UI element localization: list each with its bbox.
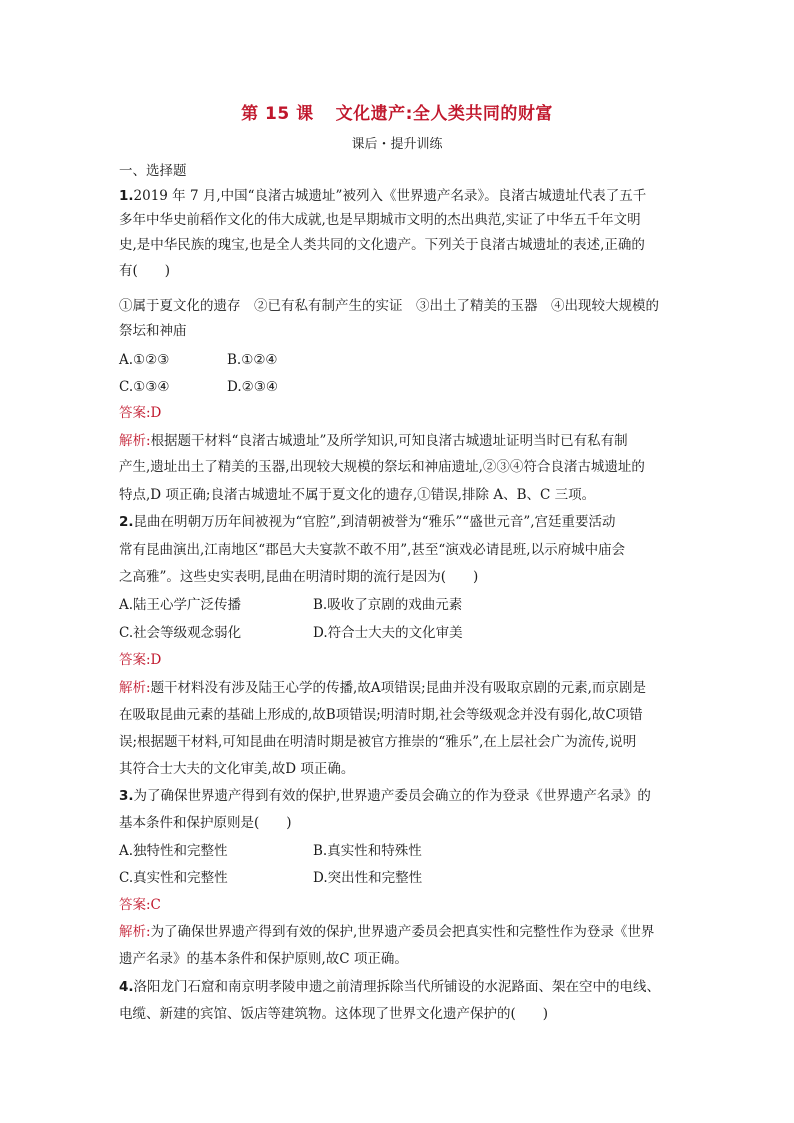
q2-analysis: 解析:题干材料没有涉及陆王心学的传播,故A项错误;昆曲并没有吸取京剧的元素,而京剧是	[119, 680, 646, 696]
q4-number: 4.	[119, 979, 134, 995]
option-d: D.②③④	[227, 379, 278, 395]
option-c: C.①③④	[119, 379, 170, 395]
option-b: B.吸收了京剧的戏曲元素	[313, 597, 463, 613]
q2-analysis: 其符合士大夫的文化审美,故D 项正确。	[119, 761, 355, 777]
q3-analysis: 解析:为了确保世界遗产得到有效的保护,世界遗产委员会把真实性和完整性作为登录《世界	[119, 924, 655, 940]
q3-line: 3.为了确保世界遗产得到有效的保护,世界遗产委员会确立的作为登录《世界遗产名录》的	[119, 788, 651, 804]
q1-options-row	[119, 351, 689, 369]
option-a: A.①②③	[119, 352, 170, 368]
q1-line: 史,是中华民族的瑰宝,也是全人类共同的文化遗产。下列关于良渚古城遗址的表述,正确的	[119, 237, 645, 253]
q2-line: 之高雅”。这些史实表明,昆曲在明清时期的流行是因为( )	[119, 569, 479, 585]
q2-number: 2.	[119, 514, 134, 530]
option-a: A.陆王心学广泛传播	[119, 597, 242, 613]
q2-options-row	[119, 596, 689, 614]
q1-answer: 答案:D	[119, 405, 162, 421]
option-b: B.①②④	[227, 352, 278, 368]
q1-line: 1.2019 年 7 月,中国“良渚古城遗址”被列入《世界遗产名录》。良渚古城遗址代表了五千	[119, 188, 647, 204]
q1-line: 有( )	[119, 263, 171, 279]
option-b: B.真实性和特殊性	[313, 843, 422, 859]
lesson-number: 第 15 课	[241, 104, 314, 124]
q1-analysis: 解析:根据题干材料“良渚古城遗址”及所学知识,可知良渚古城遗址证明当时已有私有制	[119, 433, 628, 449]
q2-line: 常有昆曲演出,江南地区“郡邑大夫宴款不敢不用”,甚至“演戏必请昆班,以示府城中庙会	[119, 542, 626, 558]
q3-options-row	[119, 869, 689, 887]
q2-analysis: 误;根据题干材料,可知昆曲在明清时期是被官方推崇的“雅乐”,在上层社会广为流传,说明	[119, 734, 637, 750]
option-c: C.社会等级观念弱化	[119, 625, 242, 641]
q2-analysis: 在吸取昆曲元素的基础上形成的,故B项错误;明清时期,社会等级观念并没有弱化,故C项错	[119, 707, 643, 723]
q2-answer: 答案:D	[119, 652, 162, 668]
option-d: D.符合士大夫的文化审美	[313, 625, 463, 641]
lesson-name: 文化遗产:全人类共同的财富	[335, 104, 553, 124]
q3-options-row	[119, 842, 689, 860]
option-a: A.独特性和完整性	[119, 843, 228, 859]
q3-analysis: 遗产名录》的基本条件和保护原则,故C 项正确。	[119, 951, 408, 967]
q3-number: 3.	[119, 788, 134, 804]
section-heading: 一、选择题	[119, 163, 187, 179]
q3-line: 基本条件和保护原则是( )	[119, 815, 292, 831]
page-title	[0, 99, 794, 124]
q4-line: 电缆、新建的宾馆、饭店等建筑物。这体现了世界文化遗产保护的( )	[119, 1006, 549, 1022]
q3-answer: 答案:C	[119, 897, 161, 913]
q1-number: 1.	[119, 188, 134, 204]
option-c: C.真实性和完整性	[119, 870, 228, 886]
q2-options-row	[119, 624, 689, 642]
q1-line: 多年中华史前稻作文化的伟大成就,也是早期城市文明的杰出典范,实证了中华五千年文明	[119, 212, 641, 228]
option-d: D.突出性和完整性	[313, 870, 423, 886]
page-subtitle: 课后・提升训练	[351, 137, 443, 152]
q2-line: 2.昆曲在明朝万历年间被视为“官腔”,到清朝被誉为“雅乐”“盛世元音”,宫廷重要活动	[119, 514, 616, 530]
q1-items: 祭坛和神庙	[119, 323, 187, 339]
q1-items: ①属于夏文化的遗存 ②已有私有制产生的实证 ③出土了精美的玉器 ④出现较大规模的	[119, 298, 659, 314]
q1-options-row	[119, 378, 689, 396]
q1-analysis: 特点,D 项正确;良渚古城遗址不属于夏文化的遗存,①错误,排除 A、B、C 三项。	[119, 487, 596, 503]
q4-line: 4.洛阳龙门石窟和南京明孝陵申遗之前清理拆除当代所铺设的水泥路面、架在空中的电线、	[119, 979, 661, 995]
q1-analysis: 产生,遗址出土了精美的玉器,出现较大规模的祭坛和神庙遗址,②③④符合良渚古城遗址的	[119, 459, 645, 475]
